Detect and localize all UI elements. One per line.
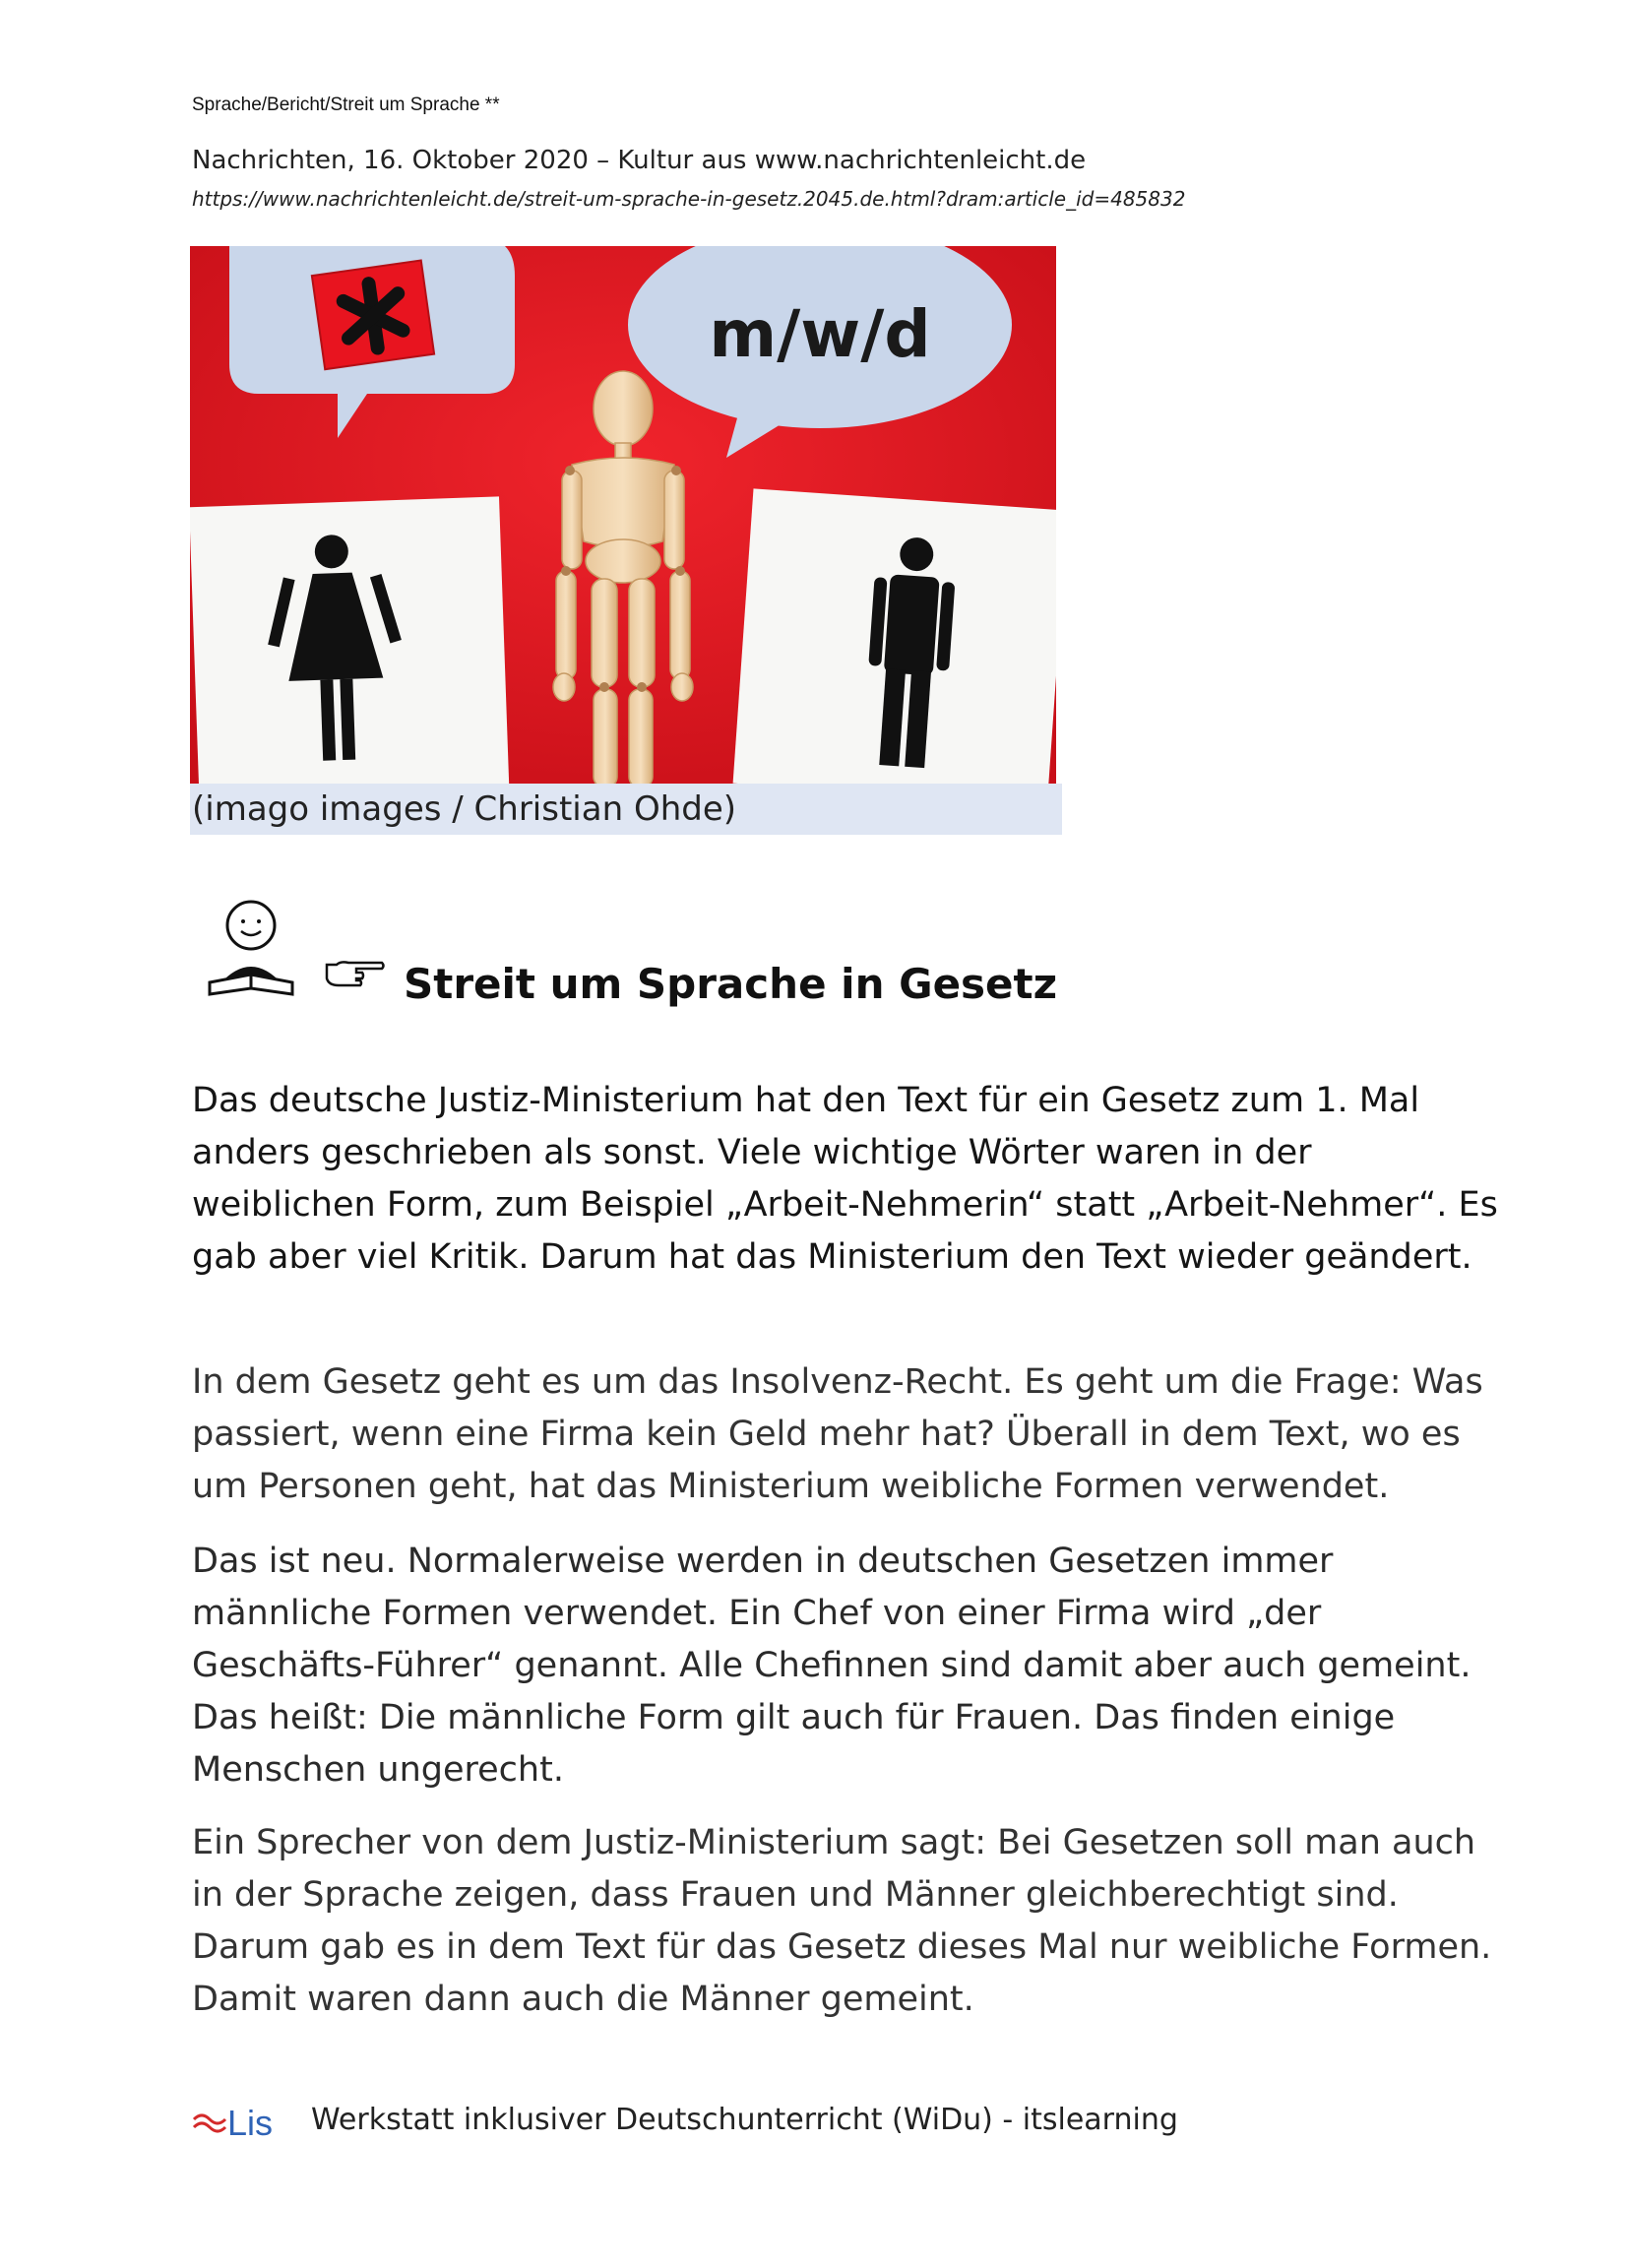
lis-logo — [192, 2102, 285, 2147]
footer-text: Werkstatt inklusiver Deutschunterricht (WiDu) - itslearning — [311, 2103, 1178, 2137]
article-title: Streit um Sprache in Gesetz — [404, 960, 1058, 1008]
source-line: Nachrichten, 16. Oktober 2020 – Kultur aus www.nachrichtenleicht.de — [192, 146, 1087, 175]
logo-text: Lis — [227, 2103, 274, 2143]
paragraph-2: In dem Gesetz geht es um das Insolvenz-Recht. Es geht um die Frage: Was passiert, wenn eine Firma kein Geld mehr hat? Überall in dem Text, wo es um Personen geht, hat das Ministerium weibliche Formen verwendet. — [192, 1362, 1483, 1506]
breadcrumb: Sprache/Bericht/Streit um Sprache ** — [192, 94, 500, 115]
paragraph-1: Das deutsche Justiz-Ministerium hat den Text für ein Gesetz zum 1. Mal anders geschrieben als sonst. Viele wichtige Wörter waren in der weiblichen Form, zum Beispiel „Arbeit-Nehmerin“ statt „Arbeit-Nehmer“. Es gab aber viel Kritik. Darum hat das Ministerium den Text wieder geändert. — [192, 1081, 1498, 1277]
article-photo — [190, 246, 1056, 784]
photo-caption — [190, 784, 1062, 835]
reader-icon — [202, 898, 300, 1006]
source-url[interactable]: https://www.nachrichtenleicht.de/streit-um-sprache-in-gesetz.2045.de.html?dram:article_id=485832 — [192, 187, 1186, 211]
paragraph-4: Ein Sprecher von dem Justiz-Ministerium sagt: Bei Gesetzen soll man auch in der Sprache zeigen, dass Frauen und Männer gleichberechtigt sind. Darum gab es in dem Text für das Gesetz dieses Mal nur weibliche Formen. Damit waren dann auch die Männer gemeint. — [192, 1823, 1492, 2019]
photo-badge-text: m/w/d — [709, 296, 931, 372]
pointing-hand-icon — [323, 955, 386, 990]
paragraph-3: Das ist neu. Normalerweise werden in deutschen Gesetzen immer männliche Formen verwendet. Ein Chef von einer Firma wird „der Geschäfts-Führer“ genannt. Alle Chefinnen sind damit aber auch gemeint. Das heißt: Die männliche Form gilt auch für Frauen. Das finden einige Menschen ungerecht. — [192, 1542, 1471, 1790]
photo-caption-text: (imago images / Christian Ohde) — [192, 789, 737, 829]
